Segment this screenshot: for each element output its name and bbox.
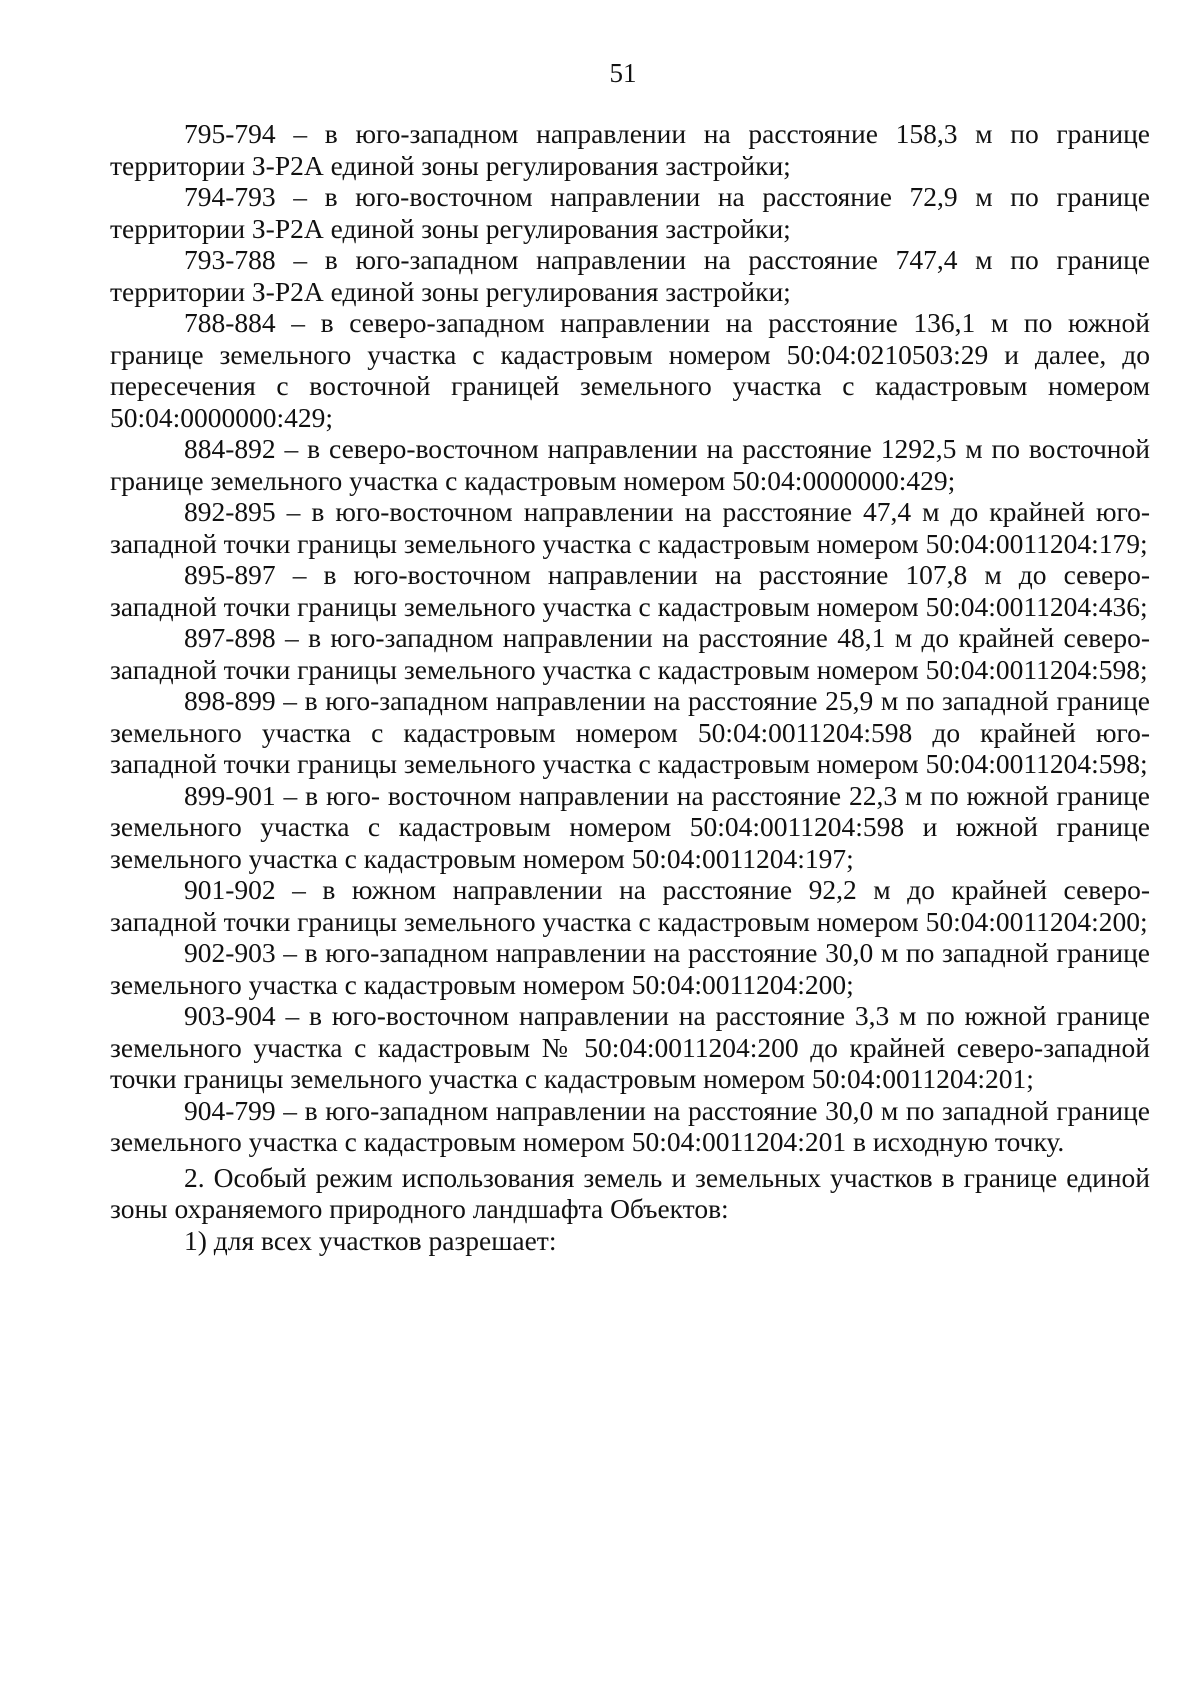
boundary-segment-901-902: 901-902 – в южном направлении на расстояние 92,2 м до крайней северо-западной точки границы земельного участка с кадастровым номером 50:04:0011204:200; [110, 874, 1150, 937]
boundary-segment-884-892: 884-892 – в северо-восточном направлении на расстояние 1292,5 м по восточной границе земельного участка с кадастровым номером 50:04:0000000:429; [110, 433, 1150, 496]
boundary-segment-895-897: 895-897 – в юго-восточном направлении на расстояние 107,8 м до северо-западной точки границы земельного участка с кадастровым номером 50:04:0011204:436; [110, 559, 1150, 622]
boundary-segment-898-899: 898-899 – в юго-западном направлении на расстояние 25,9 м по западной границе земельного участка с кадастровым номером 50:04:0011204:598 до крайней юго-западной точки границы земельного участка с кадастровым номером 50:04:0011204:598; [110, 685, 1150, 779]
section-2-heading: 2. Особый режим использования земель и земельных участков в границе единой зоны охраняемого природного ландшафта Объектов: [110, 1161, 1150, 1224]
boundary-segment-788-884: 788-884 – в северо-западном направлении на расстояние 136,1 м по южной границе земельного участка с кадастровым номером 50:04:0210503:29 и далее, до пересечения с восточной границей земельного участка с кадастровым номером 50:04:0000000:429; [110, 307, 1150, 433]
boundary-segment-904-799: 904-799 – в юго-западном направлении на расстояние 30,0 м по западной границе земельного участка с кадастровым номером 50:04:0011204:201 в исходную точку. [110, 1094, 1150, 1157]
boundary-segment-899-901: 899-901 – в юго- восточном направлении на расстояние 22,3 м по южной границе земельного участка с кадастровым номером 50:04:0011204:598 и южной границе земельного участка с кадастровым номером 50:04:0011204:197; [110, 779, 1150, 874]
document-body [110, 118, 1150, 1256]
boundary-segment-793-788: 793-788 – в юго-западном направлении на расстояние 747,4 м по границе территории З-Р2А единой зоны регулирования застройки; [110, 244, 1150, 307]
boundary-segment-902-903: 902-903 – в юго-западном направлении на расстояние 30,0 м по западной границе земельного участка с кадастровым номером 50:04:0011204:200; [110, 937, 1150, 1000]
boundary-segment-795-794: 795-794 – в юго-западном направлении на расстояние 158,3 м по границе территории З-Р2А единой зоны регулирования застройки; [110, 118, 1150, 181]
boundary-segment-897-898: 897-898 – в юго-западном направлении на расстояние 48,1 м до крайней северо-западной точки границы земельного участка с кадастровым номером 50:04:0011204:598; [110, 622, 1150, 685]
page-number: 51 [609, 58, 637, 88]
boundary-segment-903-904: 903-904 – в юго-восточном направлении на расстояние 3,3 м по южной границе земельного участка с кадастровым № 50:04:0011204:200 до крайней северо-западной точки границы земельного участка с кадастровым номером 50:04:0011204:201; [110, 1000, 1150, 1094]
subsection-1-item: 1) для всех участков разрешает: [184, 1224, 557, 1256]
boundary-segment-892-895: 892-895 – в юго-восточном направлении на расстояние 47,4 м до крайней юго-западной точки границы земельного участка с кадастровым номером 50:04:0011204:179; [110, 496, 1150, 559]
boundary-segment-794-793: 794-793 – в юго-восточном направлении на расстояние 72,9 м по границе территории З-Р2А единой зоны регулирования застройки; [110, 181, 1150, 244]
